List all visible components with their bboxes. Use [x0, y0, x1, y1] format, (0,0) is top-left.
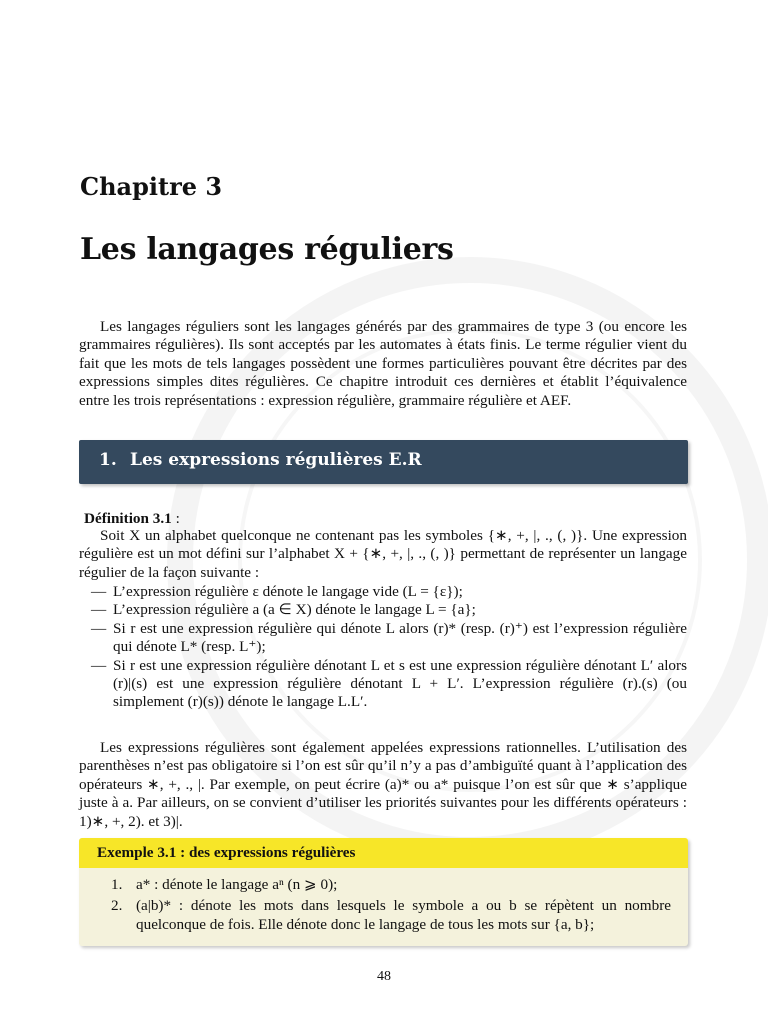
list-item-text: L’expression régulière ε dénote le langage vide (L = {ε}); — [113, 583, 463, 600]
example-title: Exemple 3.1 : des expressions régulières — [97, 844, 356, 861]
list-item — [79, 583, 687, 601]
list-item — [79, 601, 687, 619]
dash-marker: — — [91, 656, 107, 674]
list-item-text: Si r est une expression régulière dénotant L et s est une expression régulière dénotant L′ alors (r)|(s) est une expression régulière dénotant L + L′. L’expression régulière (r).(s) (ou simplement (r)(s)) dénote le langage L.L′. — [113, 656, 687, 711]
example-box — [79, 838, 688, 946]
section-number: 1. — [99, 450, 117, 470]
definition-list — [79, 583, 687, 712]
list-item-text: (a|b)* : dénote les mots dans lesquels le symbole a ou b se répètent un nombre quelconque de fois. Elle dénote donc le langage de tous les mots sur {a, b}; — [136, 897, 671, 933]
item-number: 2. — [111, 897, 123, 915]
definition-text: Soit X un alphabet quelconque ne contenant pas les symboles {∗, +, |, ., (, )}. Une expression régulière est un mot défini sur l’alphabet X + {∗, +, |, ., (, )} permettant de représenter un langage régulier de la façon suivante : — [79, 527, 687, 581]
item-number: 1. — [111, 876, 123, 893]
definition-label: Définition 3.1 — [84, 510, 172, 527]
definition-heading — [84, 510, 180, 528]
intro-paragraph: Les langages réguliers sont les langages générés par des grammaires de type 3 (ou encore les grammaires régulières). Ils sont acceptés par les automates à états finis. Le terme régulier vient du fait que les mots de tels langages possèdent une formes particulières pouvant être décrites par des expressions simples dites régulières. Ce chapitre introduit ces dernières et établit l’équivalence entre les trois représentations : expression régulière, grammaire régulière et AEF. — [79, 318, 687, 409]
list-item — [111, 897, 671, 934]
definition-colon: : — [171, 510, 180, 527]
section-header-bar — [79, 440, 688, 484]
list-item-text: L’expression régulière a (a ∈ X) dénote le langage L = {a}; — [113, 601, 476, 619]
chapter-label: Chapitre 3 — [80, 172, 223, 201]
list-item — [79, 657, 687, 712]
page-number: 48 — [377, 969, 391, 984]
example-list — [111, 876, 671, 937]
example-header — [79, 838, 688, 868]
list-item-text: Si r est une expression régulière qui dénote L alors (r)* (resp. (r)⁺) est l’expression régulière qui dénote L* (resp. L⁺); — [113, 619, 687, 656]
dash-marker: — — [91, 619, 107, 637]
section-title: Les expressions régulières E.R — [130, 450, 422, 470]
chapter-title: Les langages réguliers — [80, 232, 454, 267]
list-item — [111, 876, 671, 894]
list-item-text: a* : dénote le langage aⁿ (n ⩾ 0); — [136, 876, 338, 893]
dash-marker: — — [91, 601, 107, 619]
list-item — [79, 620, 687, 657]
rationnelles-paragraph: Les expressions régulières sont également appelées expressions rationnelles. L’utilisation des parenthèses n’est pas obligatoire si l’on est sûr qu’il n’y a pas d’ambiguïté quant à l’application des opérateurs ∗, +, ., |. Par exemple, on peut écrire (a)* ou a* puisque l’on est sûr que ∗ s’applique juste à a. Par ailleurs, on se convient d’utiliser les priorités suivantes pour les différents opérateurs : 1)∗, +, 2). et 3)|. — [79, 739, 687, 830]
dash-marker: — — [91, 583, 107, 600]
